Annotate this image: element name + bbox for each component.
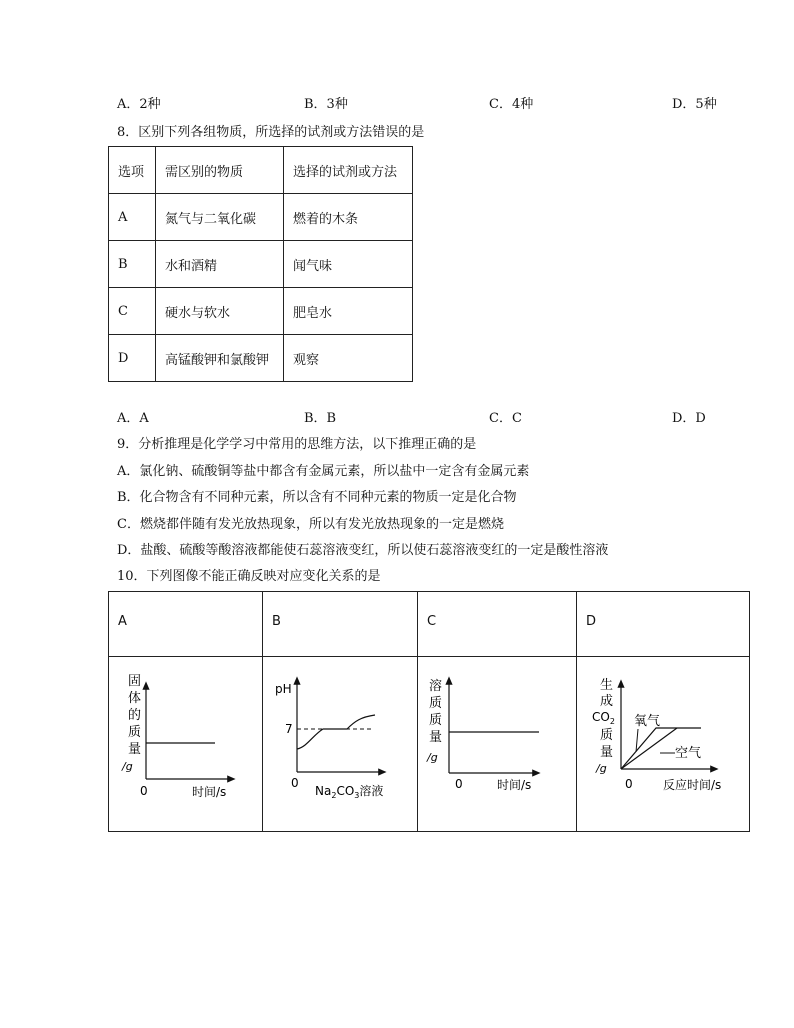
cell-label-b: B (272, 614, 281, 629)
q8-option-c: C．C (489, 411, 522, 426)
table-row (109, 194, 413, 241)
table-cell: 观察 (284, 335, 413, 382)
q9-option-c: C．燃烧都伴随有发光放热现象，所以有发光放热现象的一定是燃烧 (117, 517, 504, 532)
table-row (109, 288, 413, 335)
y-label-char: 质 (429, 713, 443, 728)
cell-label-d: D (586, 614, 597, 629)
y-label-unit: /g (122, 760, 133, 773)
origin-label: 0 (291, 776, 299, 790)
table-cell: 肥皂水 (284, 288, 413, 335)
q8-option-b: B．B (304, 411, 337, 426)
table-cell: B (109, 241, 156, 288)
y-label-char: 成 (600, 694, 614, 709)
x-label: 反应时间/s (663, 778, 722, 792)
y-label-char: 的 (128, 708, 142, 723)
data-line (297, 715, 375, 749)
graph-b (263, 657, 416, 832)
q9-option-d: D．盐酸、硫酸等酸溶液都能使石蕊溶液变红，所以使石蕊溶液变红的一定是酸性溶液 (117, 543, 609, 558)
q8-option-a: A．A (117, 411, 149, 426)
origin-label: 0 (140, 784, 148, 798)
y-label-subscript: 2 (609, 717, 615, 726)
table-cell: 氮气与二氧化碳 (156, 194, 284, 241)
origin-label: 0 (455, 777, 463, 791)
x-label-part: 溶液 (359, 784, 384, 798)
q7-option-a: A．2种 (117, 97, 161, 112)
table-row (109, 335, 413, 382)
table-header: 选择的试剂或方法 (284, 147, 413, 194)
y-label-char: 固 (128, 674, 142, 689)
q10-stem: 10．下列图像不能正确反映对应变化关系的是 (117, 569, 381, 584)
x-label (315, 783, 383, 800)
table-header: 选项 (109, 147, 156, 194)
x-label: 时间/s (497, 778, 532, 792)
x-label-part: Na (315, 784, 332, 798)
table-header: 需区别的物质 (156, 147, 284, 194)
table-header-row (109, 147, 413, 194)
x-label-subscript: 2 (331, 791, 337, 800)
origin-label: 0 (625, 777, 633, 791)
graph-d (577, 657, 749, 832)
q7-option-d: D．5种 (672, 97, 717, 112)
y-label-part: CO (592, 710, 610, 724)
table-cell: C (109, 288, 156, 335)
table-cell: A (109, 194, 156, 241)
q8-stem: 8．区别下列各组物质，所选择的试剂或方法错误的是 (117, 125, 425, 140)
table-cell: 闻气味 (284, 241, 413, 288)
table-row (109, 241, 413, 288)
q8-option-d: D．D (672, 411, 706, 426)
cell-label-c: C (427, 614, 437, 629)
table-cell: 水和酒精 (156, 241, 284, 288)
q7-option-c: C．4种 (489, 97, 534, 112)
q7-option-b: B．3种 (304, 97, 348, 112)
y-label-char: 质 (128, 725, 142, 740)
y-label-co2 (592, 710, 615, 726)
y-label-unit: /g (427, 751, 438, 764)
cell-label-a: A (118, 614, 127, 629)
q10-graph-table (108, 591, 750, 832)
table-cell: 燃着的木条 (284, 194, 413, 241)
table-cell: 高锰酸钾和氯酸钾 (156, 335, 284, 382)
series-label-oxygen: 氧气 (634, 714, 661, 729)
y-label-char: 量 (128, 742, 142, 757)
tick-label-7: 7 (285, 722, 293, 736)
x-label-part: CO (336, 784, 355, 798)
y-label-char: 量 (429, 730, 443, 745)
x-label-subscript: 3 (354, 791, 360, 800)
y-label-char: 质 (429, 696, 443, 711)
q8-table (108, 146, 413, 382)
table-cell: D (109, 335, 156, 382)
table-cell: 硬水与软水 (156, 288, 284, 335)
y-label-char: 质 (600, 728, 614, 743)
series-line-air (621, 728, 677, 769)
y-label-char: 体 (128, 691, 142, 706)
y-label-unit: /g (596, 762, 607, 775)
q9-option-b: B．化合物含有不同种元素，所以含有不同种元素的物质一定是化合物 (117, 490, 517, 505)
x-label: 时间/s (192, 785, 227, 799)
y-label: pH (275, 682, 292, 696)
y-label-char: 量 (600, 745, 614, 760)
q9-stem: 9．分析推理是化学学习中常用的思维方法，以下推理正确的是 (117, 437, 477, 452)
graph-a (109, 657, 261, 832)
q9-option-a: A．氯化钠、硫酸铜等盐中都含有金属元素，所以盐中一定含有金属元素 (117, 464, 530, 479)
y-label-char: 生 (600, 678, 614, 693)
graph-c (418, 657, 575, 832)
y-label-char: 溶 (429, 679, 443, 694)
series-label-air: 空气 (675, 746, 702, 761)
